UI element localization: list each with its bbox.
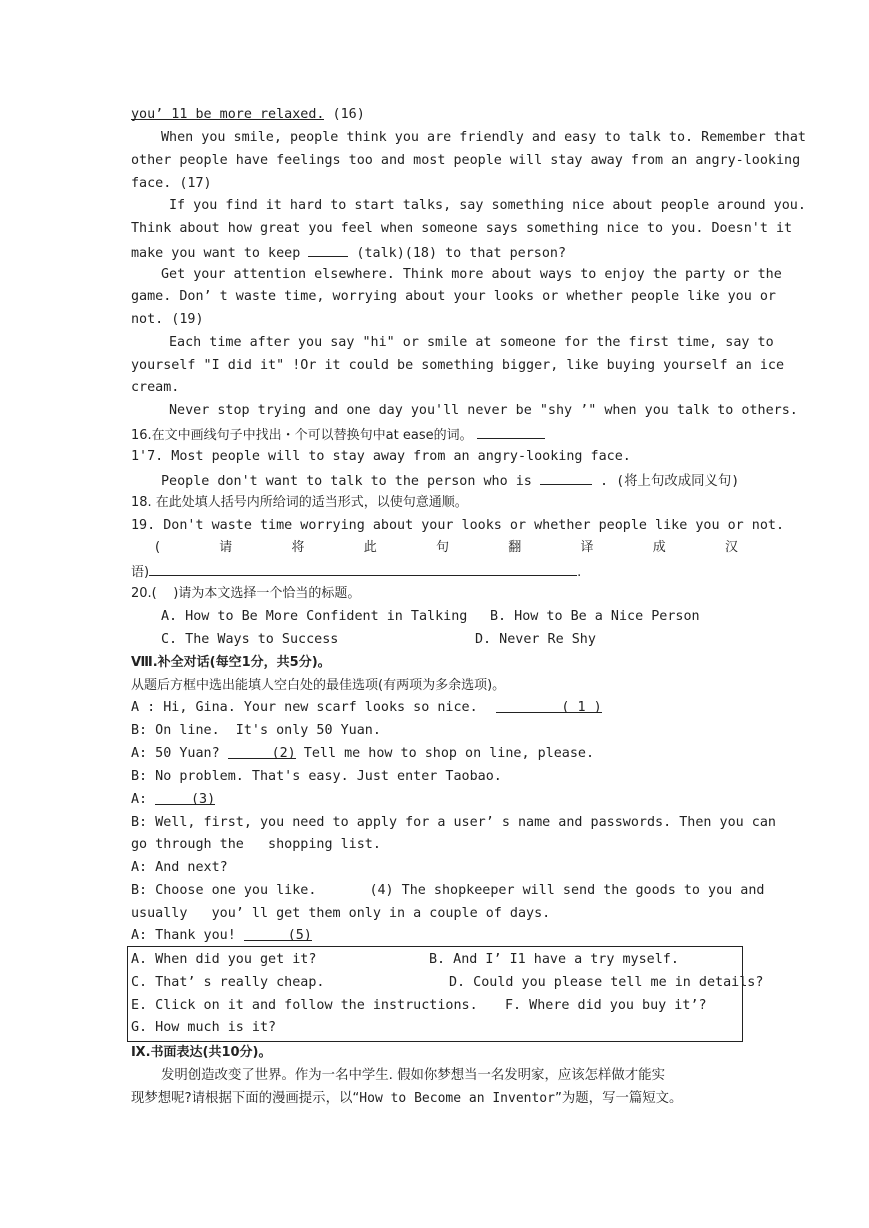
option-g: G. How much is it?: [131, 1020, 277, 1035]
dialogue-text: B: Choose one you like.: [131, 883, 317, 898]
passage-line-8: Get your attention elsewhere. Think more about ways to enjoy the party or the: [161, 267, 782, 282]
dialogue-line-3: [131, 743, 594, 765]
question-19-instruction: ( 请 将 此 句 翻 译 成 汉: [155, 540, 738, 555]
dialogue-line-5: [131, 789, 215, 811]
section-9-paragraph-2: [131, 1088, 682, 1110]
option-d: D. Could you please tell me in details?: [449, 975, 764, 990]
option-e: E. Click on it and follow the instructions.: [131, 998, 478, 1013]
blank-number: ( 1 ): [561, 700, 602, 715]
dialogue-line-11: [131, 925, 312, 947]
option-c: C. That’ s really cheap.: [131, 975, 325, 990]
option-20-d: D. Never Re Shy: [475, 632, 596, 647]
passage-line-9: game. Don’ t waste time, worrying about your looks or whether people like you or: [131, 289, 776, 304]
dialogue-text: A: Thank you!: [131, 928, 244, 943]
question-text: .: [577, 565, 582, 580]
option-20-a: A. How to Be More Confident in Talking: [161, 609, 468, 624]
dialogue-line-2: B: On line. It's only 50 Yuan.: [131, 723, 381, 738]
question-text: 16.在文中画线句子中找出・个可以替换句中at ease的词。: [131, 428, 473, 443]
passage-line-12: yourself "I did it" !Or it could be something bigger, like buying yourself an ice: [131, 358, 785, 373]
question-text: People don't want to talk to the person who is: [161, 474, 540, 489]
question-19: 19. Don't waste time worrying about your looks or whether people like you or not.: [131, 518, 785, 533]
dialogue-text: A:: [131, 792, 156, 807]
essay-title: How to Become an Inventor: [359, 1091, 555, 1106]
passage-line-4: face. (17): [131, 176, 212, 191]
question-text: 语): [131, 565, 150, 580]
dialogue-blank-5[interactable]: [244, 925, 312, 941]
section-8-title: Ⅷ.补全对话(每空1分，共5分)。: [131, 655, 331, 670]
option-20-b: B. How to Be a Nice Person: [490, 609, 700, 624]
passage-line-11: Each time after you say "hi" or smile at someone for the first time, say to: [169, 335, 774, 350]
instruction-text: ”为题，写一篇短文。: [554, 1091, 683, 1106]
question-text: . (将上句改成同义句): [591, 474, 740, 489]
blank-number: (3): [191, 792, 216, 807]
dialogue-text: A: 50 Yuan?: [131, 746, 228, 761]
option-f: F. Where did you buy it’?: [505, 998, 707, 1013]
question-17-rewrite: [161, 469, 739, 491]
dialogue-line-9: [131, 880, 764, 902]
passage-line-3: other people have feelings too and most people will stay away from an angry-looking: [131, 153, 801, 168]
passage-line-13: cream.: [131, 380, 180, 395]
option-20-c: C. The Ways to Success: [161, 632, 339, 647]
instruction-text: 现梦想呢?请根据下面的漫画提示，以“: [131, 1091, 360, 1106]
passage-line-5: If you find it hard to start talks, say something nice about people around you.: [169, 198, 806, 213]
option-a: A. When did you get it?: [131, 952, 317, 967]
dialogue-line-4: B: No problem. That's easy. Just enter Taobao.: [131, 769, 502, 784]
dialogue-line-6: B: Well, first, you need to apply for a user’ s name and passwords. Then you can: [131, 815, 776, 830]
dialogue-blank-3[interactable]: [155, 789, 215, 805]
section-9-paragraph-1: 发明创造改变了世界。作为一名中学生. 假如你梦想当一名发明家，应该怎样做才能实: [161, 1068, 665, 1083]
section-9-title: Ⅸ.书面表达(共10分)。: [131, 1045, 272, 1060]
dialogue-line-10: usually you’ ll get them only in a couple of days.: [131, 906, 551, 921]
dialogue-line-7: go through the shopping list.: [131, 837, 381, 852]
question-20: 20.( )请为本文选择一个恰当的标题。: [131, 586, 361, 601]
passage-line-10: not. (19): [131, 312, 204, 327]
passage-line-14: Never stop trying and one day you'll never be "shy ’" when you talk to others.: [169, 403, 798, 418]
underlined-sentence: you’ 11 be more relaxed.: [131, 104, 324, 120]
dialogue-text: Tell me how to shop on line, please.: [295, 746, 595, 761]
dialogue-text: A : Hi, Gina. Your new scarf looks so nice.: [131, 700, 478, 715]
dialogue-line-1: [131, 697, 602, 719]
question-17: 1'7. Most people will to stay away from an angry-looking face.: [131, 449, 631, 464]
passage-line-1: [131, 104, 365, 126]
passage-line-6: Think about how great you feel when someone says something nice to you. Doesn't it: [131, 221, 793, 236]
question-16: [131, 423, 545, 445]
question-19-answer: [131, 560, 581, 582]
question-18: 18. 在此处填人括号内所给词的适当形式，以使句意通顺。: [131, 495, 468, 510]
passage-line-7: [131, 241, 566, 263]
section-8-instruction: 从题后方框中选出能填人空白处的最佳选项(有两项为多余选项)。: [131, 678, 506, 693]
passage-text: (talk)(18) to that person?: [348, 246, 567, 261]
blank-18[interactable]: [308, 241, 348, 257]
dialogue-blank-1[interactable]: [496, 697, 602, 713]
answer-blank-16[interactable]: [477, 423, 545, 439]
dialogue-text: (4) The shopkeeper will send the goods to you and: [369, 883, 765, 898]
passage-text: make you want to keep: [131, 246, 309, 261]
answer-blank-17[interactable]: [540, 469, 592, 485]
dialogue-line-8: A: And next?: [131, 860, 228, 875]
passage-line-2: When you smile, people think you are friendly and easy to talk to. Remember that: [161, 130, 806, 145]
blank-number: (5): [287, 928, 312, 943]
blank-number: (2): [271, 746, 296, 761]
option-b: B. And I’ I1 have a try myself.: [429, 952, 679, 967]
question-marker-16: (16): [324, 107, 365, 122]
answer-blank-19[interactable]: [149, 560, 577, 576]
dialogue-blank-2[interactable]: [228, 743, 296, 759]
